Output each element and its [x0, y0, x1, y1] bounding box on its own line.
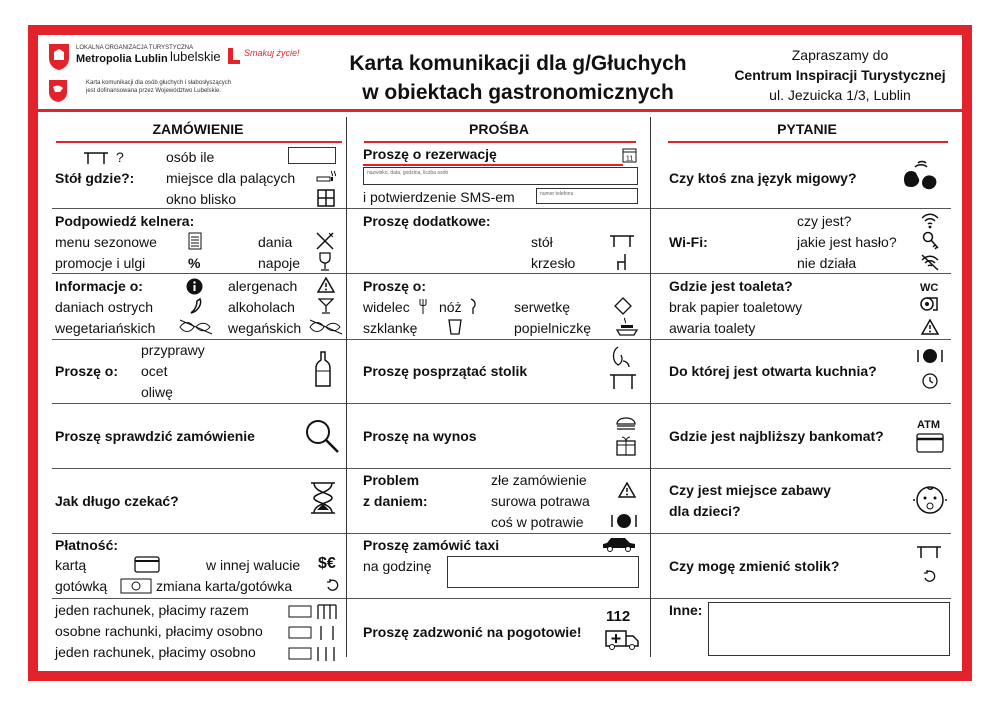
title-line-1: Karta komunikacji dla g/Głuchych	[349, 52, 687, 75]
wrong-order-label: złe zamówienie	[491, 472, 587, 488]
payment-title: Płatność:	[55, 537, 119, 553]
row-sep-c1-4	[52, 403, 346, 404]
dishes-label: dania	[258, 234, 293, 250]
table-icon	[916, 545, 942, 559]
row-sep-c2-3	[347, 339, 650, 340]
invite-line-1: Zapraszamy do	[791, 47, 889, 63]
raw-dish-label: surowa potrawa	[491, 493, 590, 509]
one-bill-separately-label: jeden rachunek, płacimy osobno	[55, 644, 256, 660]
alcohol-label: alkoholach	[228, 299, 295, 315]
card-inner	[38, 35, 962, 671]
toilet-paper-icon	[920, 297, 940, 315]
cigarette-icon	[316, 169, 336, 183]
key-icon	[922, 231, 940, 251]
other-field[interactable]	[708, 602, 950, 656]
card-cash-change-label: zmiana karta/gotówka	[156, 578, 293, 594]
wait-time-label: Jak długo czekać?	[55, 493, 179, 509]
row-sep-c3-6	[651, 533, 951, 534]
toilet-failure-label: awaria toalety	[669, 320, 756, 336]
lubelskie-L-logo	[227, 47, 241, 65]
row-sep-c1-2	[52, 273, 346, 274]
column-header-question-line	[668, 141, 948, 143]
drinks-label: napoje	[258, 255, 301, 271]
wine-glass-icon	[317, 252, 333, 272]
change-table-label: Czy mogę zmienić stolik?	[669, 558, 840, 574]
cutlery-icon	[315, 231, 335, 251]
allergens-label: alergenach	[228, 278, 298, 294]
oil-label: oliwę	[141, 384, 173, 400]
refresh-icon	[922, 569, 938, 585]
magnifier-icon	[304, 418, 340, 454]
title-line-2: w obiektach gastronomicznych	[362, 81, 674, 104]
slogan: Smakuj życie!	[244, 48, 300, 58]
reservation-title-underline	[363, 164, 623, 166]
column-divider-1	[346, 117, 347, 657]
fork-icon	[419, 298, 427, 314]
atm-question-label: Gdzie jest najbliższy bankomat?	[669, 428, 884, 444]
warning-icon	[921, 319, 939, 335]
takeaway-label: Proszę na wynos	[363, 428, 477, 444]
column-header-order-line	[56, 141, 342, 143]
header-divider	[38, 109, 962, 112]
voivodeship-logo	[48, 79, 68, 103]
card-icon	[134, 556, 160, 573]
fork-label: widelec	[363, 299, 410, 315]
funding-line-1: Karta komunikacji dla osób głuchych i słabosłyszących	[86, 80, 232, 86]
row-sep-c1-6	[52, 533, 346, 534]
other-currency-label: w innej walucie	[206, 557, 301, 573]
spicy-dishes-label: daniach ostrych	[55, 299, 154, 315]
taxi-time-field[interactable]	[447, 556, 639, 588]
calendar-icon	[622, 147, 637, 163]
row-sep-c1-7	[52, 598, 346, 599]
cash-label: gotówką	[55, 578, 108, 594]
row-sep-c1-3	[52, 339, 346, 340]
please-give-label: Proszę o:	[55, 363, 119, 379]
extra-items-title: Proszę dodatkowe:	[363, 213, 491, 229]
logo-name: Metropolia Lublin	[76, 53, 168, 65]
plate-icon	[916, 348, 944, 364]
separate-bills-label: osobne rachunki, płacimy osobno	[55, 623, 263, 639]
cocktail-icon	[318, 297, 334, 315]
table-icon	[609, 234, 635, 248]
taxi-time-label: na godzinę	[363, 558, 432, 574]
column-header-request-line	[364, 141, 636, 143]
extra-table-label: stół	[531, 234, 553, 250]
metropolia-logo	[48, 43, 70, 71]
glass-icon	[448, 319, 462, 335]
cash-icon	[120, 578, 152, 594]
baby-icon	[912, 482, 948, 518]
row-sep-c3-1	[651, 208, 951, 209]
row-sep-c3-4	[651, 403, 951, 404]
near-window-label: okno blisko	[166, 191, 237, 207]
column-divider-2	[650, 117, 651, 657]
smoking-area-label: miejsce dla palących	[166, 170, 296, 186]
wifi-broken-label: nie działa	[797, 255, 857, 271]
chili-icon	[188, 297, 204, 315]
promotions-label: promocje i ulgi	[55, 255, 146, 271]
wc-icon: WC	[920, 282, 939, 294]
wifi-icon	[920, 211, 940, 229]
row-sep-c2-5	[347, 468, 650, 469]
column-header-request: PROŚBA	[469, 121, 529, 137]
row-sep-c2-2	[347, 273, 650, 274]
warning-icon	[317, 277, 335, 293]
invite-line-3: ul. Jezuicka 1/3, Lublin	[769, 87, 911, 103]
dish-problem-label-2: z daniem:	[363, 493, 428, 509]
please-provide-title: Proszę o:	[363, 278, 427, 294]
percent-icon: %	[188, 255, 201, 271]
cleaning-icon	[609, 345, 637, 391]
chair-icon	[615, 253, 629, 271]
communication-card	[28, 25, 972, 681]
waiter-tip-title: Podpowiedź kelnera:	[55, 213, 195, 229]
currency-icon: $€	[318, 555, 336, 572]
wifi-available-label: czy jest?	[797, 213, 852, 229]
svg-text:11: 11	[625, 155, 634, 163]
plate-icon	[610, 513, 638, 529]
reservation-details-field[interactable]	[363, 167, 638, 185]
menu-icon	[188, 232, 202, 250]
extra-chair-label: krzesło	[531, 255, 576, 271]
takeaway-icon	[615, 413, 637, 457]
napkin-icon	[614, 297, 632, 315]
clean-table-label: Proszę posprzątać stolik	[363, 363, 528, 379]
spices-label: przyprawy	[141, 342, 205, 358]
no-wifi-icon	[920, 253, 940, 271]
ambulance-icon	[605, 629, 639, 651]
wifi-label: Wi-Fi:	[669, 234, 708, 250]
phone-number-hint: numer telefonu	[540, 191, 574, 197]
atm-icon	[916, 433, 944, 453]
knife-icon	[469, 298, 477, 314]
reservation-title: Proszę o rezerwację	[363, 146, 497, 162]
row-sep-c3-2	[651, 273, 951, 274]
vegetarian-label: wegetariańskich	[55, 320, 156, 336]
info-icon	[186, 278, 203, 295]
row-sep-c2-4	[347, 403, 650, 404]
glass-label: szklankę	[363, 320, 418, 336]
sign-language-icon	[898, 159, 942, 195]
table-where-label: Stół gdzie?:	[55, 170, 135, 186]
row-sep-c1-1	[52, 208, 346, 209]
hourglass-icon	[310, 482, 336, 514]
check-order-label: Proszę sprawdzić zamówienie	[55, 428, 255, 444]
row-sep-c3-3	[651, 339, 951, 340]
clock-icon	[922, 373, 938, 389]
sms-confirmation-label: i potwierdzenie SMS-em	[363, 189, 515, 205]
information-title: Informacje o:	[55, 278, 143, 294]
vinegar-label: ocet	[141, 363, 168, 379]
no-meat-icon	[178, 318, 214, 336]
emergency-number: 112	[606, 608, 631, 625]
split-bill-icon	[288, 603, 342, 661]
column-header-order: ZAMÓWIENIE	[152, 121, 244, 137]
invitation	[716, 45, 962, 105]
row-sep-c2-1	[347, 208, 650, 209]
people-count-field[interactable]	[288, 147, 336, 164]
kids-area-label-1: Czy jest miejsce zabawy	[669, 482, 831, 498]
column-header-question: PYTANIE	[777, 121, 837, 137]
seasonal-menu-label: menu sezonowe	[55, 234, 157, 250]
ashtray-icon	[616, 316, 638, 336]
page-title	[308, 49, 728, 107]
phone-number-field[interactable]	[536, 188, 638, 204]
window-icon	[317, 189, 335, 207]
table-question-mark: ?	[116, 149, 124, 165]
toilet-title: Gdzie jest toaleta?	[669, 278, 793, 294]
exchange-icon	[325, 578, 341, 594]
card-label: kartą	[55, 557, 87, 573]
atm-icon-text: ATM	[917, 419, 941, 431]
invite-line-2: Centrum Inspiracji Turystycznej	[734, 67, 946, 83]
ashtray-label: popielniczkę	[514, 320, 592, 336]
no-fish-icon	[308, 318, 344, 336]
call-ambulance-label: Proszę zadzwonić na pogotowie!	[363, 624, 582, 640]
wifi-password-label: jakie jest hasło?	[797, 234, 897, 250]
warning-icon	[618, 482, 636, 498]
row-sep-c2-7	[347, 598, 650, 599]
other-label: Inne:	[669, 602, 703, 618]
logo-small-text: LOKALNA ORGANIZACJA TURYSTYCZNA	[76, 45, 194, 51]
something-in-dish-label: coś w potrawie	[491, 514, 584, 530]
row-sep-c3-5	[651, 468, 951, 469]
taxi-icon	[601, 536, 637, 552]
reservation-details-hint: nazwisko, data, godzina, liczba osób	[367, 170, 449, 176]
taxi-title: Proszę zamówić taxi	[363, 537, 500, 553]
lubelskie-text: lubelskie	[170, 49, 221, 64]
row-sep-c3-7	[651, 598, 951, 599]
row-sep-c2-6	[347, 533, 650, 534]
funding-line-2: jest dofinansowana przez Województwo Lubelskie.	[86, 88, 221, 94]
table-icon	[83, 151, 109, 165]
vegan-label: wegańskich	[228, 320, 302, 336]
one-bill-together-label: jeden rachunek, płacimy razem	[55, 602, 249, 618]
kitchen-hours-label: Do której jest otwarta kuchnia?	[669, 363, 877, 379]
sign-language-label: Czy ktoś zna język migowy?	[669, 170, 857, 186]
napkin-label: serwetkę	[514, 299, 571, 315]
row-sep-c1-5	[52, 468, 346, 469]
no-toilet-paper-label: brak papier toaletowy	[669, 299, 803, 315]
bottle-icon	[314, 351, 332, 387]
kids-area-label-2: dla dzieci?	[669, 503, 741, 519]
dish-problem-label-1: Problem	[363, 472, 420, 488]
knife-label: nóż	[439, 299, 462, 315]
people-count-label: osób ile	[166, 149, 215, 165]
